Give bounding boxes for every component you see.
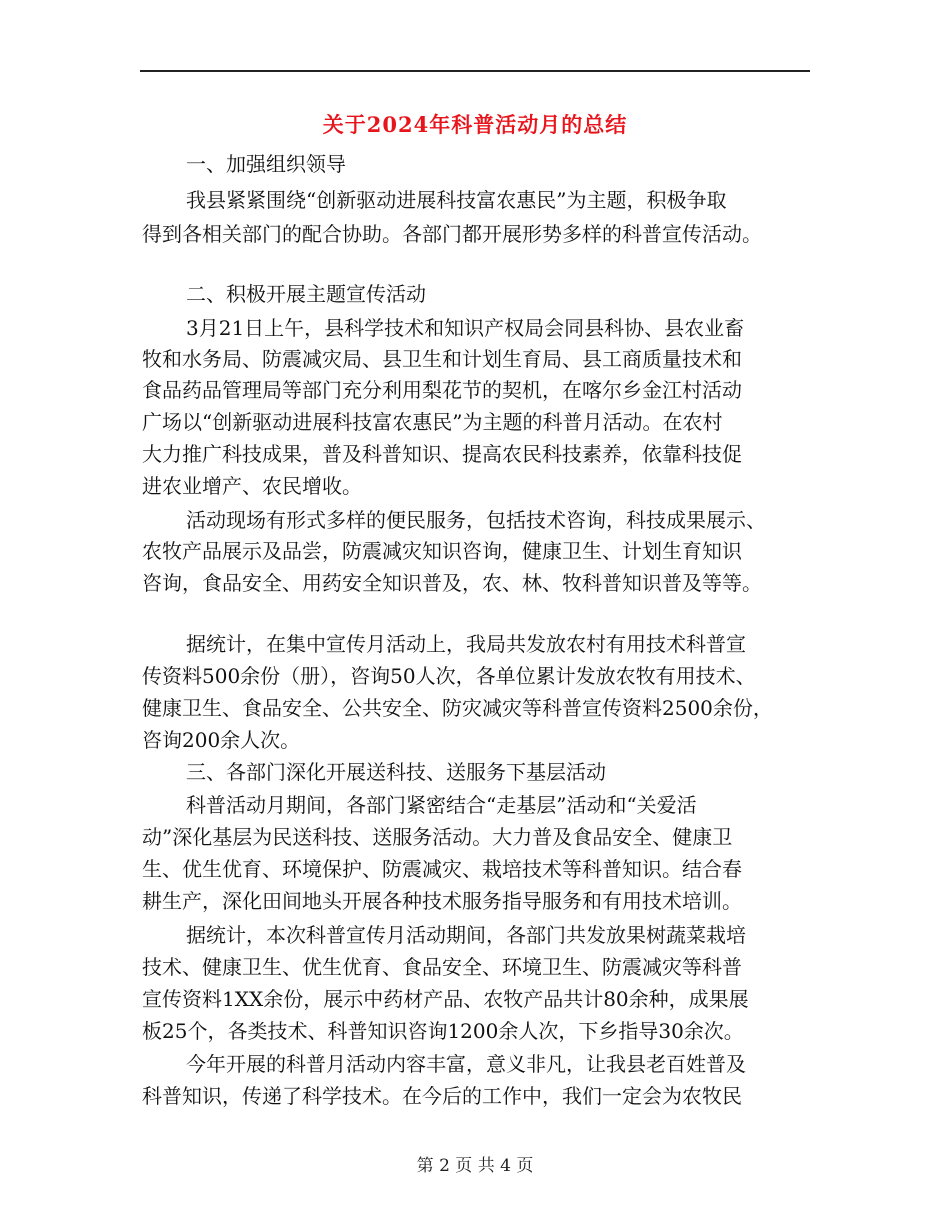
page-footer	[140, 1151, 810, 1176]
paragraph-line: 动”深化基层为民送科技、送服务活动。大力普及食品安全、健康卫	[142, 825, 733, 849]
paragraph-line: 食品药品管理局等部门充分利用梨花节的契机，在喀尔乡金江村活动	[142, 378, 742, 402]
paragraph-line: 板25个，各类技术、科普知识咨询1200余人次，下乡指导30余次。	[142, 1019, 744, 1043]
paragraph-line: 宣传资料1XX余份，展示中药材产品、农牧产品共计80余种，成果展	[142, 987, 749, 1011]
paragraph-line: 广场以“创新驱动进展科技富农惠民”为主题的科普月活动。在农村	[142, 410, 723, 434]
page-number: 2	[439, 1156, 450, 1176]
section-heading: 三、各部门深化开展送科技、送服务下基层活动	[186, 760, 606, 784]
paragraph-line: 耕生产，深化田间地头开展各种技术服务指导服务和有用技术培训。	[142, 889, 742, 913]
paragraph-line: 咨询，食品安全、用药安全知识普及，农、林、牧科普知识普及等等。	[142, 571, 762, 595]
section-heading: 二、积极开展主题宣传活动	[186, 282, 426, 306]
paragraph-line: 生、优生优育、环境保护、防震减灾、栽培技术等科普知识。结合春	[142, 857, 742, 881]
paragraph-line: 大力推广科技成果，普及科普知识、提高农民科技素养，依靠科技促	[142, 442, 742, 466]
paragraph-line: 进农业增产、农民增收。	[142, 474, 362, 498]
page-mid: 页 共	[455, 1156, 495, 1176]
page-total: 4	[500, 1156, 511, 1176]
paragraph-line: 技术、健康卫生、优生优育、食品安全、环境卫生、防震减灾等科普	[142, 955, 742, 979]
paragraph-line: 科普知识，传递了科学技术。在今后的工作中，我们一定会为农牧民	[142, 1084, 742, 1108]
header-rule	[140, 70, 810, 72]
page-suffix: 页	[516, 1156, 534, 1176]
paragraph-line: 活动现场有形式多样的便民服务，包括技术咨询，科技成果展示、	[186, 508, 766, 532]
page-prefix: 第	[416, 1156, 434, 1176]
paragraph-line: 3月21日上午，县科学技术和知识产权局会同县科协、县农业畜	[186, 316, 745, 340]
paragraph-line: 今年开展的科普月活动内容丰富，意义非凡，让我县老百姓普及	[186, 1052, 746, 1076]
paragraph-line: 传资料500余份（册），咨询50人次，各单位累计发放农牧有用技术、	[142, 664, 756, 688]
paragraph-line: 咨询200余人次。	[142, 728, 301, 752]
paragraph-line: 据统计，在集中宣传月活动上，我局共发放农村有用技术科普宣	[186, 632, 746, 656]
paragraph-line: 科普活动月期间，各部门紧密结合“走基层”活动和“关爱活	[186, 793, 697, 817]
paragraph-line: 我县紧紧围绕“创新驱动进展科技富农惠民”为主题，积极争取	[186, 188, 727, 212]
paragraph-line: 牧和水务局、防震减灾局、县卫生和计划生育局、县工商质量技术和	[142, 347, 742, 371]
document-title: 关于2024年科普活动月的总结	[322, 112, 628, 137]
paragraph-line: 农牧产品展示及品尝，防震减灾知识咨询，健康卫生、计划生育知识	[142, 539, 742, 563]
paragraph-line: 得到各相关部门的配合协助。各部门都开展形势多样的科普宣传活动。	[142, 222, 762, 246]
section-heading: 一、加强组织领导	[186, 152, 346, 176]
paragraph-line: 健康卫生、食品安全、公共安全、防灾减灾等科普宣传资料2500余份，	[142, 696, 773, 720]
paragraph-line: 据统计，本次科普宣传月活动期间，各部门共发放果树蔬菜栽培	[186, 923, 746, 947]
